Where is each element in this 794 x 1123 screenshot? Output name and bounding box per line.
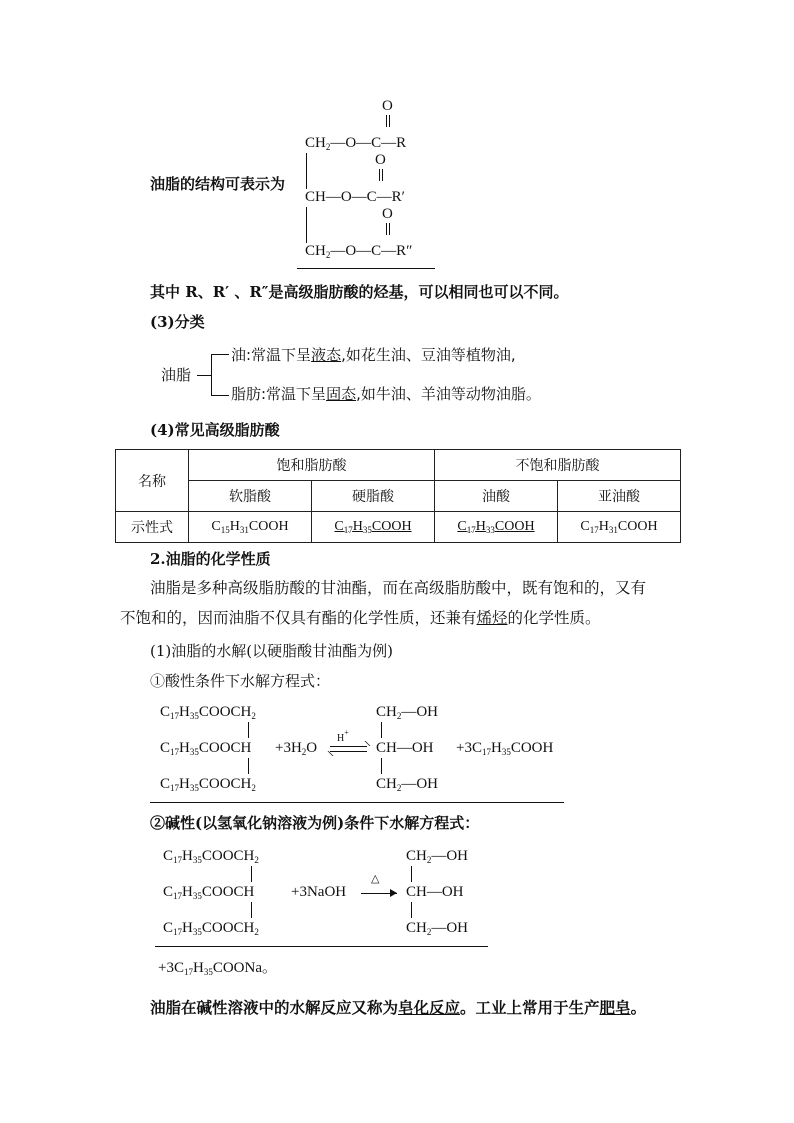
acid-reactant-line-1: $C_{17}H_{35}COOCH_2$ (160, 704, 256, 721)
acid-name: 硬脂酸 (312, 481, 435, 512)
carbonyl-o-3: O (382, 206, 393, 222)
section-3-heading: (3)分类 (150, 313, 205, 331)
base-glycerol-3: $CH_2—OH$ (406, 920, 469, 937)
formula-oleic: $C_{17}H_{33}COOH$ (435, 512, 558, 543)
heat-condition: △ (371, 873, 380, 885)
base-reactant-line-3: $C_{17}H_{35}COOCH_2$ (163, 920, 259, 937)
formula-label: 示性式 (116, 512, 189, 543)
header-unsaturated: 不饱和脂肪酸 (435, 450, 681, 481)
carbonyl-o-2: O (375, 152, 386, 168)
fatty-acid-table (115, 449, 681, 543)
formula-linoleic: $C_{17}H_{31}COOH$ (558, 512, 681, 543)
section-4-heading: (4)常见高级脂肪酸 (150, 421, 280, 439)
acid-product: $+3C_{17}H_{35}COOH$ (456, 740, 554, 757)
acid-name: 油酸 (435, 481, 558, 512)
r-group-note: 其中 R、R′ 、R″是高级脂肪酸的烃基，可以相同也可以不同。 (150, 283, 569, 301)
acid-glycerol-3: $CH_2—OH$ (376, 776, 439, 793)
class-root: 油脂 (161, 366, 192, 384)
acid-heading: ①酸性条件下水解方程式： (150, 672, 331, 690)
row3-ch2: $CH_2—O—C—R''$ (305, 243, 413, 260)
structure-intro: 油脂的结构可表示为 (150, 175, 286, 193)
base-glycerol-1: $CH_2—OH$ (406, 848, 469, 865)
saponification-note: 油脂在碱性溶液中的水解反应又称为皂化反应。工业上常用于生产肥皂。 (150, 998, 647, 1017)
base-naoh: +3NaOH (291, 884, 347, 900)
acid-name: 软脂酸 (189, 481, 312, 512)
header-saturated: 饱和脂肪酸 (189, 450, 435, 481)
section-2-heading: 2.油脂的化学性质 (150, 550, 271, 568)
hydrolysis-heading: (1)油脂的水解(以硬脂酸甘油酯为例) (150, 642, 393, 660)
formula-palmitic: $C_{15}H_{31}COOH$ (189, 512, 312, 543)
base-heading: ②碱性(以氢氧化钠溶液为例)条件下水解方程式： (150, 814, 480, 832)
acid-glycerol-1: $CH_2—OH$ (376, 704, 439, 721)
props-line-2: 不饱和的，因而油脂不仅具有酯的化学性质，还兼有烯烃的化学性质。 (120, 609, 601, 627)
base-reactant-line-2: $C_{17}H_{35}COOCH$ (163, 884, 255, 901)
props-line-1: 油脂是多种高级脂肪酸的甘油酯，而在高级脂肪酸中，既有饱和的，又有 (150, 579, 647, 597)
class-fat: 脂肪:常温下呈固态,如牛油、羊油等动物油脂。 (231, 385, 541, 403)
row2-ch: CH—O—C—R′ (305, 189, 405, 205)
acid-name: 亚油酸 (558, 481, 681, 512)
header-name: 名称 (116, 450, 189, 512)
base-reactant-line-1: $C_{17}H_{35}COOCH_2$ (163, 848, 259, 865)
acid-glycerol-2: CH—OH (376, 740, 434, 756)
formula-stearic: $C_{17}H_{35}COOH$ (312, 512, 435, 543)
base-product: $+3C_{17}H_{35}COONa$。 (158, 960, 277, 977)
acid-catalyst: H+ (337, 728, 349, 744)
acid-reactant-line-3: $C_{17}H_{35}COOCH_2$ (160, 776, 256, 793)
base-glycerol-2: CH—OH (406, 884, 464, 900)
acid-water: $+3H_2O$ (275, 740, 318, 757)
carbonyl-o-1: O (382, 98, 393, 114)
acid-reactant-line-2: $C_{17}H_{35}COOCH$ (160, 740, 252, 757)
class-oil: 油:常温下呈液态,如花生油、豆油等植物油, (231, 346, 516, 364)
row1-ch2: $CH_2—O—C—R$ (305, 135, 407, 152)
